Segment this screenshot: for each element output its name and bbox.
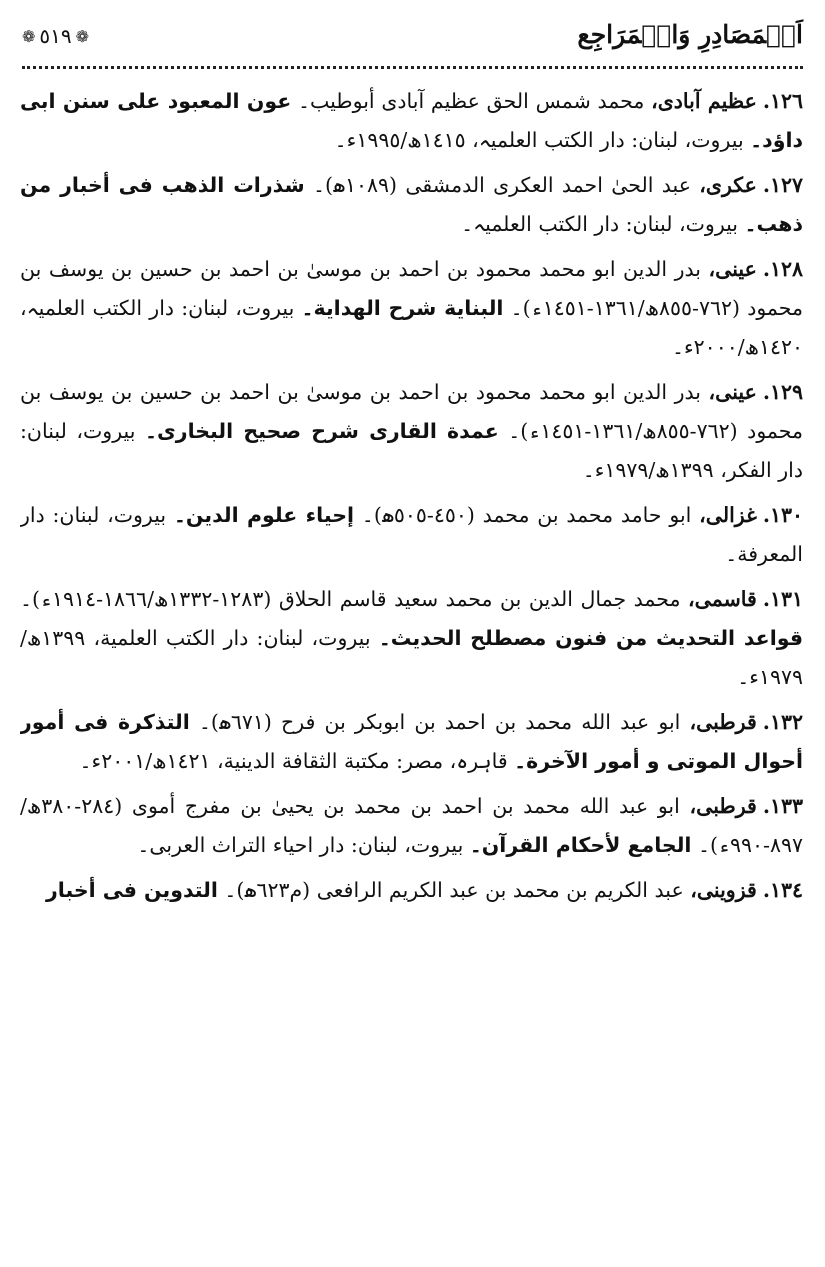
entry-number: ١٢٧. — [762, 173, 803, 197]
entry-publication: بیروت، لبنان: دار الکتب العلمیة، ١٣٩٩ھ/١٩٧٩ء۔ — [20, 626, 803, 689]
entry-details: عبد الکریم بن محمد بن عبد الکریم الرافعی (م٦٢٣ھ)۔ — [217, 878, 691, 902]
entry-author: عظیم آبادی، — [651, 89, 757, 113]
entry-details: محمد شمس الحق عظیم آبادی أبوطیب۔ — [291, 89, 652, 113]
entry-details: محمد جمال الدین بن محمد سعید قاسم الحلاق (١٢٨٣-١٣٣٢ھ/١٨٦٦-١٩١٤ء)۔ — [20, 587, 689, 611]
entry-author: عینی، — [708, 257, 757, 281]
bibliography-entry — [20, 703, 803, 781]
entry-number: ١٣١. — [762, 587, 803, 611]
page-header — [22, 14, 803, 64]
entry-details: ابو حامد محمد بن محمد (٤٥٠-٥٠٥ھ)۔ — [354, 503, 700, 527]
page-number-value: ٥١٩ — [39, 24, 72, 48]
bibliography-entry — [20, 871, 803, 910]
entry-number: ١٣٢. — [762, 710, 803, 734]
bibliography-entry — [20, 580, 803, 697]
entry-details: بدر الدین ابو محمد محمود بن احمد بن موسیٰ بن احمد بن حسین بن یوسف بن محمود (٧٦٢-٨٥٥ھ/١٣٦١-١٤٥١ء)۔ — [20, 257, 803, 320]
bibliography-entry — [20, 496, 803, 574]
entry-number: ١٢٨. — [762, 257, 803, 281]
entry-details: ابو عبد الله محمد بن احمد بن محمد بن یحییٰ بن مفرج أموی (٢٨٤-٣٨٠ھ/٨٩٧-٩٩٠ء)۔ — [20, 794, 803, 857]
entry-author: غزالی، — [699, 503, 757, 527]
entry-title: عون المعبود علی سنن ابی داؤد۔ — [20, 89, 803, 152]
entry-number: ١٢٦. — [762, 89, 803, 113]
entry-author: قرطبی، — [689, 710, 757, 734]
bibliography-entry — [20, 787, 803, 865]
bibliography-entry — [20, 373, 803, 490]
entry-number: ١٢٩. — [762, 380, 803, 404]
page-number — [22, 24, 89, 48]
entry-publication: بیروت، لبنان: دار الکتب العلمیہ۔ — [461, 212, 745, 236]
running-title: اَلۡمَصَادِرِ وَالۡمَرَاجِع — [577, 20, 803, 49]
entry-number: ١٣٤. — [762, 878, 803, 902]
flower-ornament-icon: ❁ — [75, 26, 90, 46]
entry-author: قرطبی، — [689, 794, 757, 818]
entry-publication: بیروت، لبنان: دار الکتب العلمیہ، ١٤١٥ھ/١٩٩٥ء۔ — [334, 128, 751, 152]
entry-author: قاسمی، — [688, 587, 757, 611]
bibliography-list — [20, 82, 803, 1267]
entry-title: عمدة القاری شرح صحیح البخاری۔ — [144, 419, 499, 443]
entry-title: إحیاء علوم الدین۔ — [173, 503, 355, 527]
entry-details: بدر الدین ابو محمد محمود بن احمد بن موسیٰ بن احمد بن حسین بن یوسف بن محمود (٧٦٢-٨٥٥ھ/١٣٦١-١٤٥١ء)۔ — [20, 380, 803, 443]
flower-ornament-icon: ❁ — [22, 26, 36, 46]
entry-publication: قاہرہ، مصر: مکتبة الثقافة الدینیة، ١٤٢١ھ/٢٠٠١ء۔ — [79, 749, 515, 773]
entry-title: البنایة شرح الهدایة۔ — [301, 296, 504, 320]
entry-details: عبد الحیٰ احمد العکری الدمشقی (١٠٨٩ھ)۔ — [304, 173, 700, 197]
entry-publication: بیروت، لبنان: دار الکتب العلمیہ، ١٤٢٠ھ/٢٠٠٠ء۔ — [20, 296, 803, 359]
entry-publication: بیروت، لبنان: دار احیاء التراث العربی۔ — [137, 833, 470, 857]
entry-title: شذرات الذهب فی أخبار من ذهب۔ — [20, 173, 803, 236]
header-divider — [22, 66, 803, 69]
entry-number: ١٣٣. — [762, 794, 803, 818]
entry-number: ١٣٠. — [762, 503, 803, 527]
entry-author: عینی، — [708, 380, 757, 404]
entry-title: الجامع لأحکام القرآن۔ — [469, 833, 692, 857]
entry-publication: بیروت، لبنان: دار الفکر، ١٣٩٩ھ/١٩٧٩ء۔ — [20, 419, 803, 482]
entry-title: قواعد التحدیث من فنون مصطلح الحدیث۔ — [378, 626, 803, 650]
bibliography-entry — [20, 82, 803, 160]
entry-author: قزوینی، — [690, 878, 757, 902]
bibliography-entry — [20, 166, 803, 244]
entry-publication: بیروت، لبنان: دار المعرفة۔ — [20, 503, 803, 566]
bibliography-entry — [20, 250, 803, 367]
entry-author: عکری، — [699, 173, 757, 197]
entry-title: التذکرة فی أمور أحوال الموتی و أمور الآخرة۔ — [20, 710, 803, 773]
entry-title: التدوین فی أخبار — [45, 878, 218, 902]
entry-details: ابو عبد الله محمد بن احمد بن ابوبکر بن فرح (٦٧١ھ)۔ — [189, 710, 690, 734]
